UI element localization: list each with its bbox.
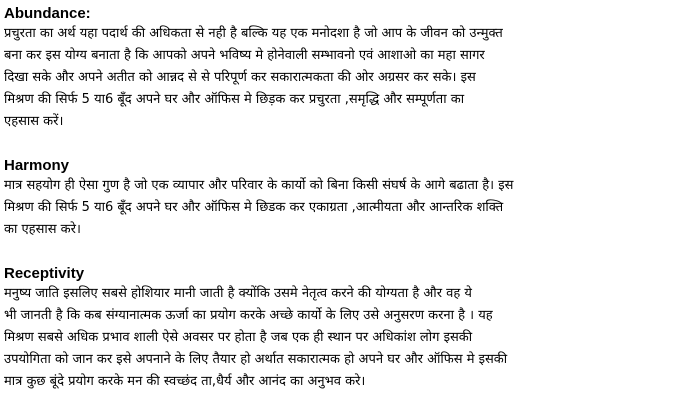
paragraph-line: का एहसास करे। — [4, 222, 81, 237]
paragraph-line: मात्र सहयोग ही ऐसा गुण है जो एक व्यापार और परिवार के कार्यो को बिना किसी संघर्ष के आगे बढाता है। इस — [4, 178, 514, 193]
paragraph-line: भी जानती है कि कब संग्यानात्मक ऊर्जा का प्रयोग करके अच्छे कार्यो के लिए उसे अनुसरण करना है । यह — [4, 308, 493, 323]
paragraph-line: मिश्रण की सिर्फ 5 या6 बूँद अपने घर और ऑफिस मे छिडक कर एकाग्रता ,आत्मीयता और आन्तरिक शक्ति — [4, 200, 504, 215]
paragraph-line: मात्र कुछ बूंदे प्रयोग करके मन की स्वच्छंद ता,धैर्य और आनंद का अनुभव करे। — [4, 374, 366, 389]
paragraph-line: बना कर इस योग्य बनाता है कि आपको अपने भविष्य मे होनेवाली सम्भावनो एवं आशाओ का महा सागर — [4, 48, 485, 63]
paragraph-line: उपयोगिता को जान कर इसे अपनाने के लिए तैयार हो अर्थात सकारात्मक हो अपने घर और ऑफिस मे इसकी — [4, 352, 508, 367]
section-receptivity — [4, 265, 676, 393]
paragraph-line: मनुष्य जाति इसलिए सबसे होशियार मानी जाती है क्योंकि उसमे नेतृत्व करने की योग्यता है और वह ये — [4, 286, 472, 301]
section-heading: Harmony — [4, 157, 70, 174]
paragraph-line: प्रचुरता का अर्थ यहा पदार्थ की अधिकता से नही है बल्कि यह एक मनोदशा है जो आप के जीवन को उन्मुक्त — [4, 26, 503, 41]
section-heading: Abundance: — [4, 5, 91, 22]
paragraph-line: दिखा सके और अपने अतीत को आन्नद से से परिपूर्ण कर सकारात्मकता की ओर अग्रसर कर सके। इस — [4, 70, 476, 85]
paragraph-line: मिश्रण की सिर्फ 5 या6 बूँद अपने घर और ऑफिस मे छिड़क कर प्रचुरता ,समृद्धि और सम्पूर्णता का — [4, 92, 465, 107]
section-abundance — [4, 5, 676, 133]
paragraph-line: मिश्रण सबसे अधिक प्रभाव शाली ऐसे अवसर पर होता है जब एक ही स्थान पर अधिकांश लोग इसकी — [4, 330, 473, 345]
section-heading: Receptivity — [4, 265, 85, 282]
paragraph-line: एहसास करें। — [4, 114, 64, 129]
section-harmony — [4, 157, 676, 241]
